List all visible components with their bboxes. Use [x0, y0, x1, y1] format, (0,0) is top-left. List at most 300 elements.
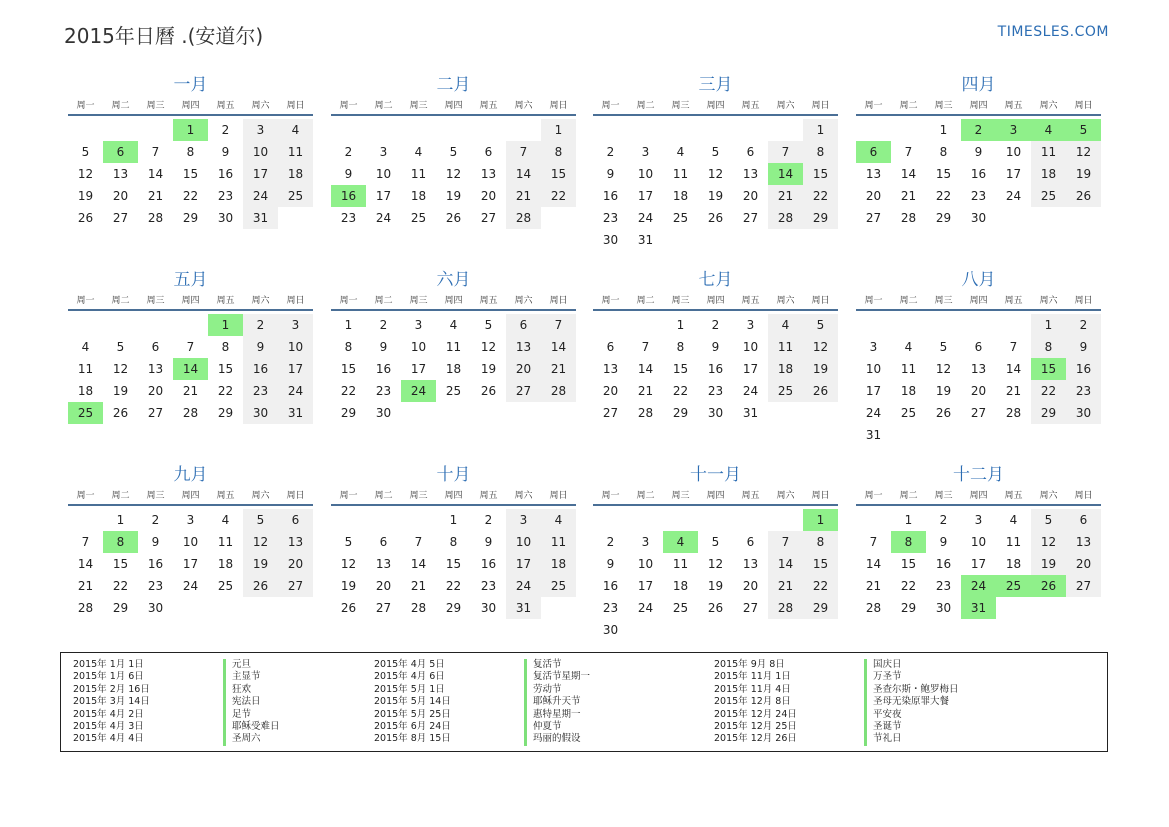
empty-cell — [366, 509, 401, 531]
holiday-name: 国庆日 — [864, 659, 902, 671]
holiday-row — [714, 659, 959, 671]
empty-cell — [541, 402, 576, 424]
day-cell: 8 — [676, 340, 685, 354]
day-cell: 19 — [340, 579, 357, 593]
day-cell: 10 — [410, 340, 427, 354]
day-cell: 5 — [449, 145, 458, 159]
day-cell: 20 — [970, 384, 987, 398]
day-cell: 7 — [506, 141, 541, 163]
day-cell: 21 — [637, 384, 654, 398]
day-cell: 21 — [182, 384, 199, 398]
empty-cell — [698, 619, 733, 641]
day-cell: 4 — [1009, 513, 1018, 527]
day-cell: 20 — [742, 579, 759, 593]
day-cell: 25 — [541, 575, 576, 597]
day-cell: 7 — [81, 535, 90, 549]
weekday-header: 周六 — [768, 294, 803, 311]
weekday-header: 周三 — [138, 99, 173, 116]
day-cell: 9 — [151, 535, 160, 549]
day-cell: 2 — [711, 318, 720, 332]
day-cell: 30 — [147, 601, 164, 615]
day-cell: 2 — [151, 513, 160, 527]
day-cell: 8 — [186, 145, 195, 159]
day-cell: 1 — [541, 119, 576, 141]
day-cell: 16 — [375, 362, 392, 376]
day-cell: 3 — [641, 145, 650, 159]
weekday-header: 周一 — [68, 489, 103, 506]
day-cell: 10 — [865, 362, 882, 376]
holiday-column — [714, 659, 959, 746]
day-cell: 17 — [375, 189, 392, 203]
holiday-column — [73, 659, 280, 746]
day-cell: 29 — [445, 601, 462, 615]
day-cell: 15 — [445, 557, 462, 571]
day-cell: 22 — [672, 384, 689, 398]
day-cell: 21 — [506, 185, 541, 207]
empty-cell — [733, 509, 768, 531]
day-cell: 1 — [939, 123, 948, 137]
day-cell: 12 — [112, 362, 129, 376]
month-4 — [856, 74, 1101, 229]
month-grid — [331, 489, 576, 619]
day-cell: 20 — [278, 553, 313, 575]
day-cell: 7 — [414, 535, 423, 549]
weekday-header: 周日 — [541, 99, 576, 116]
day-cell: 17 — [410, 362, 427, 376]
holiday-date: 2015年 12月 26日 — [714, 733, 797, 745]
month-12 — [856, 464, 1101, 619]
day-cell: 29 — [803, 597, 838, 619]
day-cell: 24 — [182, 579, 199, 593]
weekday-header: 周六 — [506, 294, 541, 311]
weekday-header: 周日 — [803, 489, 838, 506]
empty-cell — [68, 314, 103, 336]
day-cell: 17 — [637, 579, 654, 593]
day-cell: 14 — [147, 167, 164, 181]
day-cell: 26 — [77, 211, 94, 225]
empty-cell — [541, 207, 576, 229]
day-cell: 25 — [410, 211, 427, 225]
day-cell: 22 — [900, 579, 917, 593]
day-cell: 26 — [445, 211, 462, 225]
day-cell: 18 — [672, 189, 689, 203]
month-grid — [68, 489, 313, 619]
day-cell: 25 — [217, 579, 234, 593]
day-cell: 3 — [641, 535, 650, 549]
day-cell: 4 — [414, 145, 423, 159]
empty-cell — [68, 509, 103, 531]
day-cell: 10 — [637, 557, 654, 571]
holiday-name: 圣查尔斯・鲍罗梅日 — [864, 684, 959, 696]
day-cell: 30 — [970, 211, 987, 225]
empty-cell — [506, 402, 541, 424]
day-cell: 18 — [768, 358, 803, 380]
month-9 — [68, 464, 313, 619]
day-cell: 7 — [641, 340, 650, 354]
empty-cell — [208, 597, 243, 619]
day-cell: 23 — [935, 579, 952, 593]
holiday-column — [374, 659, 590, 746]
weekday-header: 周二 — [891, 294, 926, 311]
day-cell: 15 — [803, 553, 838, 575]
day-cell: 10 — [506, 531, 541, 553]
day-cell: 7 — [186, 340, 195, 354]
day-cell: 5 — [939, 340, 948, 354]
weekday-header: 周六 — [506, 99, 541, 116]
day-cell: 22 — [112, 579, 129, 593]
day-cell: 18 — [672, 579, 689, 593]
weekday-header: 周六 — [243, 294, 278, 311]
weekday-header: 周一 — [593, 489, 628, 506]
day-cell: 7 — [904, 145, 913, 159]
day-cell: 5 — [243, 509, 278, 531]
day-cell: 9 — [1066, 336, 1101, 358]
day-cell: 29 — [935, 211, 952, 225]
day-cell: 14 — [1005, 362, 1022, 376]
day-cell: 16 — [935, 557, 952, 571]
weekday-header: 周五 — [208, 489, 243, 506]
day-cell: 12 — [340, 557, 357, 571]
day-cell: 20 — [1066, 553, 1101, 575]
day-cell: 23 — [375, 384, 392, 398]
weekday-header: 周四 — [961, 294, 996, 311]
day-cell: 29 — [803, 207, 838, 229]
weekday-header: 周四 — [173, 99, 208, 116]
day-cell: 7 — [541, 314, 576, 336]
day-cell: 20 — [375, 579, 392, 593]
weekday-header: 周五 — [471, 294, 506, 311]
day-cell: 26 — [340, 601, 357, 615]
day-cell: 5 — [711, 535, 720, 549]
empty-cell — [768, 402, 803, 424]
day-cell: 26 — [243, 575, 278, 597]
holiday-row — [714, 684, 959, 696]
holiday-name: 复活节星期一 — [524, 671, 590, 683]
day-cell: 5 — [116, 340, 125, 354]
empty-cell — [1066, 424, 1101, 446]
day-cell: 17 — [742, 362, 759, 376]
month-name: 九月 — [173, 465, 208, 485]
weekday-header: 周六 — [1031, 294, 1066, 311]
day-cell: 1 — [173, 119, 208, 141]
weekday-header: 周一 — [593, 99, 628, 116]
empty-cell — [768, 119, 803, 141]
day-cell: 16 — [970, 167, 987, 181]
day-cell: 25 — [768, 380, 803, 402]
empty-cell — [926, 424, 961, 446]
month-11 — [593, 464, 838, 641]
site-brand[interactable]: TIMESLES.COM — [997, 24, 1109, 40]
day-cell: 23 — [602, 211, 619, 225]
holiday-date: 2015年 4月 3日 — [73, 721, 144, 733]
day-cell: 28 — [77, 601, 94, 615]
day-cell: 8 — [1031, 336, 1066, 358]
day-cell: 2 — [243, 314, 278, 336]
day-cell: 27 — [970, 406, 987, 420]
weekday-header: 周二 — [628, 294, 663, 311]
empty-cell — [891, 424, 926, 446]
day-cell: 17 — [865, 384, 882, 398]
weekday-header: 周四 — [698, 294, 733, 311]
holiday-date: 2015年 11月 4日 — [714, 683, 791, 695]
empty-cell — [278, 597, 313, 619]
day-cell: 17 — [506, 553, 541, 575]
day-cell: 21 — [768, 185, 803, 207]
day-cell: 9 — [484, 535, 493, 549]
day-cell: 18 — [278, 163, 313, 185]
weekday-header: 周三 — [138, 489, 173, 506]
day-cell: 7 — [768, 531, 803, 553]
weekday-header: 周一 — [856, 294, 891, 311]
month-grid — [856, 99, 1101, 229]
weekday-header: 周二 — [103, 294, 138, 311]
day-cell: 21 — [410, 579, 427, 593]
empty-cell — [436, 402, 471, 424]
empty-cell — [366, 119, 401, 141]
day-cell: 13 — [742, 557, 759, 571]
day-cell: 30 — [243, 402, 278, 424]
day-cell: 27 — [742, 601, 759, 615]
day-cell: 12 — [243, 531, 278, 553]
holiday-row — [374, 696, 590, 708]
weekday-header: 周五 — [996, 294, 1031, 311]
holiday-date: 2015年 3月 14日 — [73, 696, 150, 708]
day-cell: 25 — [672, 211, 689, 225]
day-cell: 13 — [480, 167, 497, 181]
empty-cell — [401, 509, 436, 531]
day-cell: 27 — [602, 406, 619, 420]
day-cell: 14 — [541, 336, 576, 358]
day-cell: 16 — [1066, 358, 1101, 380]
weekday-header: 周日 — [803, 99, 838, 116]
day-cell: 17 — [182, 557, 199, 571]
day-cell: 12 — [707, 557, 724, 571]
day-cell: 27 — [506, 380, 541, 402]
day-cell: 16 — [331, 185, 366, 207]
holiday-row — [374, 659, 590, 671]
day-cell: 27 — [480, 211, 497, 225]
holiday-row — [73, 733, 280, 745]
day-cell: 15 — [935, 167, 952, 181]
day-cell: 12 — [77, 167, 94, 181]
month-name: 二月 — [436, 75, 471, 95]
day-cell: 2 — [344, 145, 353, 159]
day-cell: 10 — [1005, 145, 1022, 159]
day-cell: 6 — [151, 340, 160, 354]
day-cell: 12 — [803, 336, 838, 358]
day-cell: 11 — [900, 362, 917, 376]
day-cell: 10 — [375, 167, 392, 181]
day-cell: 8 — [541, 141, 576, 163]
day-cell: 21 — [865, 579, 882, 593]
weekday-header: 周六 — [768, 99, 803, 116]
day-cell: 29 — [182, 211, 199, 225]
day-cell: 28 — [1005, 406, 1022, 420]
empty-cell — [733, 229, 768, 251]
day-cell: 11 — [768, 336, 803, 358]
empty-cell — [768, 509, 803, 531]
month-grid — [68, 294, 313, 424]
day-cell: 6 — [856, 141, 891, 163]
empty-cell — [698, 119, 733, 141]
weekday-header: 周三 — [926, 294, 961, 311]
weekday-header: 周五 — [996, 99, 1031, 116]
day-cell: 31 — [278, 402, 313, 424]
empty-cell — [926, 314, 961, 336]
weekday-header: 周五 — [471, 489, 506, 506]
day-cell: 8 — [803, 531, 838, 553]
day-cell: 30 — [375, 406, 392, 420]
day-cell: 18 — [1031, 163, 1066, 185]
holiday-row — [73, 696, 280, 708]
day-cell: 12 — [445, 167, 462, 181]
empty-cell — [891, 119, 926, 141]
weekday-header: 周四 — [173, 294, 208, 311]
day-cell: 9 — [974, 145, 983, 159]
day-cell: 25 — [900, 406, 917, 420]
day-cell: 15 — [900, 557, 917, 571]
day-cell: 22 — [182, 189, 199, 203]
day-cell: 8 — [221, 340, 230, 354]
day-cell: 3 — [996, 119, 1031, 141]
empty-cell — [733, 119, 768, 141]
day-cell: 6 — [103, 141, 138, 163]
holiday-date: 2015年 11月 1日 — [714, 671, 791, 683]
holiday-name: 狂欢 — [223, 684, 251, 696]
day-cell: 11 — [278, 141, 313, 163]
weekday-header: 周三 — [401, 99, 436, 116]
empty-cell — [593, 119, 628, 141]
weekday-header: 周五 — [733, 99, 768, 116]
holiday-row — [374, 733, 590, 745]
day-cell: 5 — [81, 145, 90, 159]
weekday-header: 周日 — [803, 294, 838, 311]
empty-cell — [891, 314, 926, 336]
holiday-list — [60, 652, 1108, 752]
day-cell: 30 — [602, 623, 619, 637]
weekday-header: 周五 — [208, 294, 243, 311]
month-name: 六月 — [436, 270, 471, 290]
empty-cell — [173, 314, 208, 336]
weekday-header: 周日 — [1066, 489, 1101, 506]
weekday-header: 周一 — [593, 294, 628, 311]
empty-cell — [856, 119, 891, 141]
day-cell: 29 — [112, 601, 129, 615]
day-cell: 19 — [112, 384, 129, 398]
day-cell: 27 — [1066, 575, 1101, 597]
day-cell: 3 — [414, 318, 423, 332]
day-cell: 6 — [506, 314, 541, 336]
day-cell: 27 — [147, 406, 164, 420]
holiday-name: 耶稣受难日 — [223, 721, 280, 733]
day-cell: 14 — [506, 163, 541, 185]
day-cell: 6 — [484, 145, 493, 159]
day-cell: 28 — [506, 207, 541, 229]
month-1 — [68, 74, 313, 229]
day-cell: 1 — [116, 513, 125, 527]
day-cell: 1 — [803, 509, 838, 531]
day-cell: 15 — [340, 362, 357, 376]
day-cell: 9 — [344, 167, 353, 181]
day-cell: 14 — [768, 553, 803, 575]
day-cell: 18 — [541, 553, 576, 575]
day-cell: 25 — [1031, 185, 1066, 207]
day-cell: 26 — [1031, 575, 1066, 597]
day-cell: 30 — [217, 211, 234, 225]
holiday-name: 平安夜 — [864, 709, 902, 721]
day-cell: 31 — [506, 597, 541, 619]
month-name: 十一月 — [690, 465, 741, 485]
holiday-date: 2015年 5月 25日 — [374, 708, 451, 720]
day-cell: 20 — [147, 384, 164, 398]
day-cell: 30 — [480, 601, 497, 615]
day-cell: 15 — [217, 362, 234, 376]
day-cell: 27 — [112, 211, 129, 225]
day-cell: 9 — [939, 535, 948, 549]
day-cell: 25 — [672, 601, 689, 615]
day-cell: 24 — [401, 380, 436, 402]
empty-cell — [103, 314, 138, 336]
holiday-row — [73, 709, 280, 721]
empty-cell — [1031, 424, 1066, 446]
day-cell: 8 — [449, 535, 458, 549]
day-cell: 11 — [445, 340, 462, 354]
day-cell: 11 — [1031, 141, 1066, 163]
day-cell: 6 — [1066, 509, 1101, 531]
day-cell: 7 — [151, 145, 160, 159]
month-name: 四月 — [961, 75, 996, 95]
holiday-name: 仲夏节 — [524, 721, 562, 733]
day-cell: 1 — [676, 318, 685, 332]
empty-cell — [698, 229, 733, 251]
weekday-header: 周三 — [926, 489, 961, 506]
weekday-header: 周六 — [243, 489, 278, 506]
weekday-header: 周二 — [891, 99, 926, 116]
day-cell: 31 — [243, 207, 278, 229]
month-grid — [593, 99, 838, 251]
weekday-header: 周一 — [331, 99, 366, 116]
weekday-header: 周三 — [663, 99, 698, 116]
empty-cell — [856, 314, 891, 336]
day-cell: 18 — [1005, 557, 1022, 571]
day-cell: 28 — [637, 406, 654, 420]
holiday-row — [714, 733, 959, 745]
holiday-row — [374, 671, 590, 683]
day-cell: 1 — [344, 318, 353, 332]
day-cell: 11 — [672, 557, 689, 571]
day-cell: 4 — [221, 513, 230, 527]
empty-cell — [331, 509, 366, 531]
day-cell: 11 — [217, 535, 234, 549]
month-grid — [593, 294, 838, 424]
day-cell: 25 — [278, 185, 313, 207]
empty-cell — [663, 119, 698, 141]
day-cell: 3 — [506, 509, 541, 531]
empty-cell — [768, 229, 803, 251]
day-cell: 5 — [803, 314, 838, 336]
holiday-date: 2015年 2月 16日 — [73, 683, 150, 695]
day-cell: 24 — [506, 575, 541, 597]
day-cell: 19 — [445, 189, 462, 203]
weekday-header: 周日 — [541, 489, 576, 506]
day-cell: 14 — [77, 557, 94, 571]
empty-cell — [961, 424, 996, 446]
holiday-name: 主显节 — [223, 671, 261, 683]
day-cell: 17 — [637, 189, 654, 203]
weekday-header: 周二 — [366, 489, 401, 506]
day-cell: 22 — [445, 579, 462, 593]
day-cell: 18 — [445, 362, 462, 376]
